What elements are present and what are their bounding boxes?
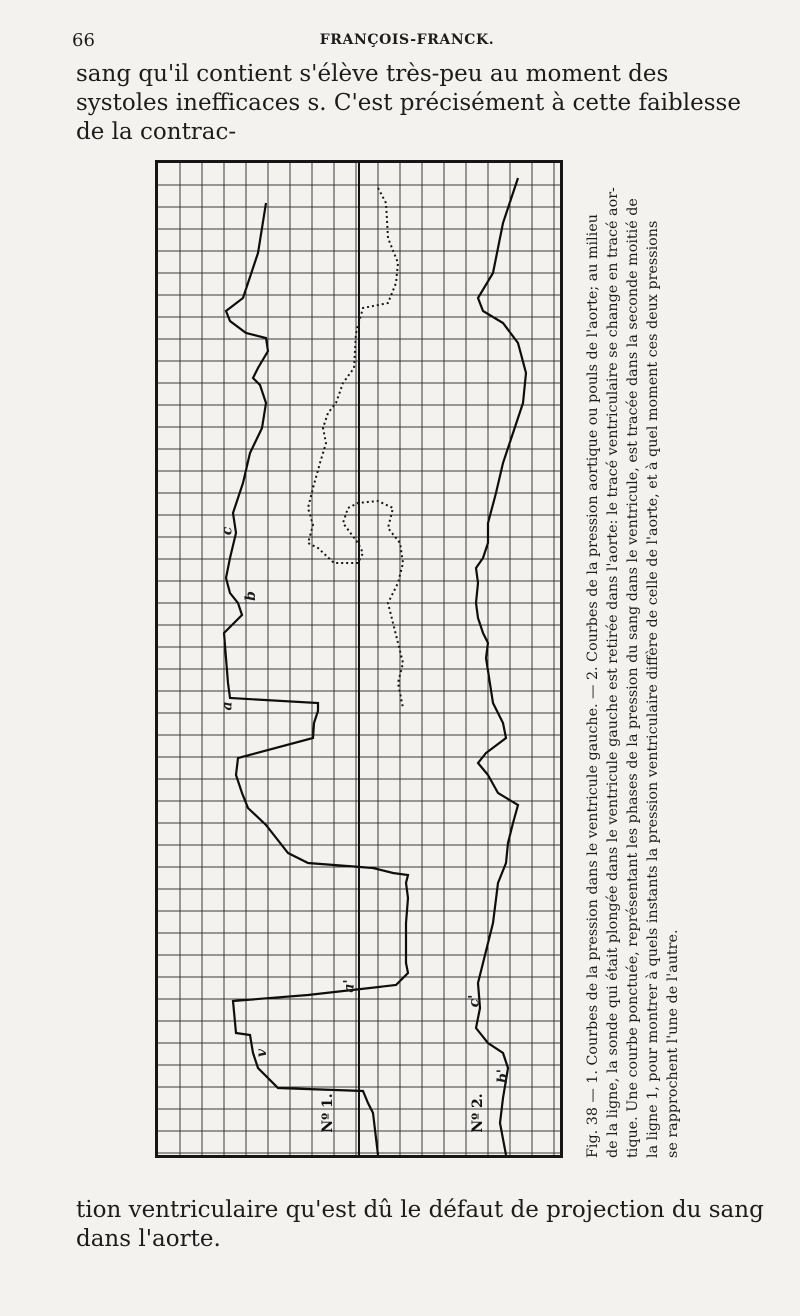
caption-line-2: de la ligne, la sonde qui était plongée dans le ventricule gauche est retirée dans l'aorte: le tracé ventriculaire se change en tracé aor- — [605, 187, 621, 1158]
curve-label-1: Nº 1. — [320, 1093, 336, 1133]
body-text-top: sang qu'il contient s'élève très-peu au moment des systoles inefficaces s. C'est précisément à cette faiblesse de la contrac- — [76, 61, 741, 145]
caption-line-4: la ligne 1, pour montrer à quels instants la pression ventriculaire diffère de celle de l'aorte, et à quel moment ces deux pressions — [645, 220, 661, 1158]
letter-a-prime: a' — [341, 979, 358, 993]
curve-2-aortic — [476, 178, 526, 1155]
caption-line-3: tique. Une courbe ponctuée, représentant les phases de la pression du sang dans le ventricule, est tracée dans la seconde moitié de — [625, 198, 641, 1158]
curve-1-ventricular — [224, 203, 408, 1155]
letter-c-prime: c' — [466, 994, 483, 1008]
page-header — [62, 30, 752, 54]
letter-a: a — [219, 701, 236, 711]
caption-line-5: se rapprochent l'une de l'autre. — [665, 929, 681, 1158]
caption-line-1: Fig. 38 — 1. Courbes de la pression dans le ventricule gauche. — 2. Courbes de la pression aortique ou pouls de l'aorte; au milieu — [585, 214, 601, 1158]
running-head: FRANÇOIS-FRANCK. — [319, 32, 495, 48]
figure-tracing — [155, 160, 563, 1158]
letter-b: b — [242, 591, 259, 601]
letter-v: v — [254, 1048, 271, 1058]
letter-c: c — [219, 526, 236, 536]
page-number: 66 — [72, 30, 95, 51]
figure-caption — [583, 160, 703, 1158]
body-text-bottom: tion ventriculaire qu'est dû le défaut de projection du sang dans l'aorte. — [76, 1197, 764, 1252]
tracing-grid — [158, 163, 560, 1155]
letter-b-prime: b' — [495, 1068, 512, 1084]
curve-label-2: Nº 2. — [470, 1093, 486, 1133]
